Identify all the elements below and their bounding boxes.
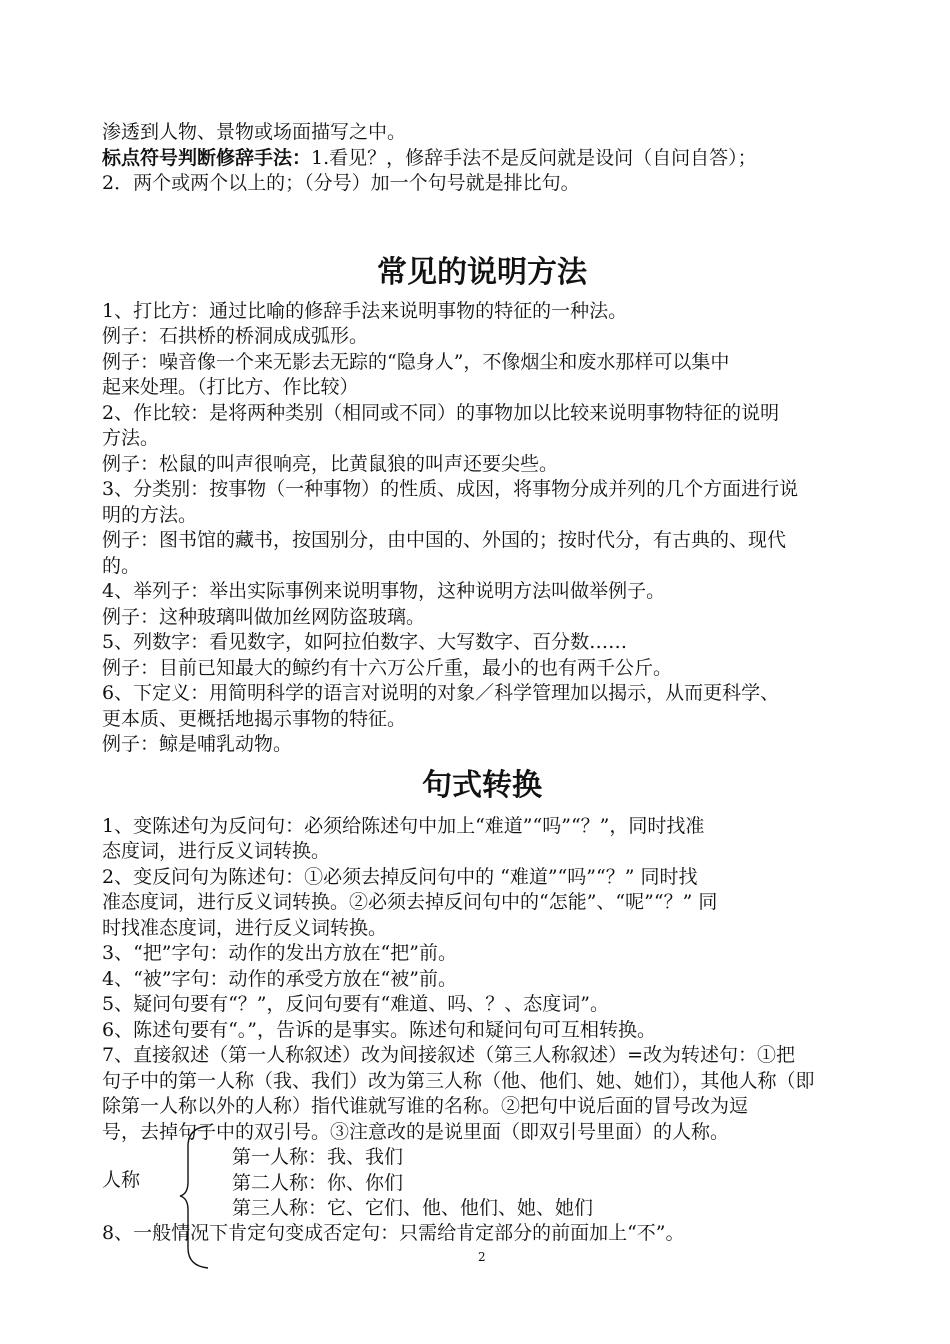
text-line: 3、分类别：按事物（一种事物）的性质、成因，将事物分成并列的几个方面进行说 <box>102 478 799 500</box>
text-line: 2、作比较：是将两种类别（相同或不同）的事物加以比较来说明事物特征的说明 <box>102 401 780 424</box>
text-line: 5、疑问句要有“？”，反问句要有“难道、吗、？、态度词”。 <box>102 993 609 1015</box>
text-line: 例子：石拱桥的桥洞成成弧形。 <box>102 325 369 347</box>
text-line: 明的方法。 <box>102 503 198 526</box>
text-line: 时找准态度词，进行反义词转换。 <box>102 916 388 939</box>
text-line: 例子：目前已知最大的鲸约有十六万公斤重，最小的也有两千公斤。 <box>102 656 673 679</box>
person-label: 人称 <box>102 1169 141 1191</box>
text-line: 例子：这种玻璃叫做加丝网防盗玻璃。 <box>102 605 426 628</box>
text-line: 态度词，进行反义词转换。 <box>102 840 331 862</box>
person-item-third: 第三人称：它、它们、他、他们、她、她们 <box>232 1197 594 1219</box>
text-line: 6、陈述句要有“。”，告诉的是事实。陈述句和疑问句可互相转换。 <box>102 1018 657 1041</box>
person-item-second: 第二人称：你、你们 <box>232 1171 404 1194</box>
text-line: 例子：图书馆的藏书，按国别分，由中国的、外国的；按时代分，有古典的、现代 <box>102 529 787 551</box>
section-title-sentence-conversion: 句式转换 <box>422 767 542 803</box>
text-line: 2、变反问句为陈述句：①必须去掉反问句中的 “难道”“吗”“？” 同时找 <box>102 865 698 888</box>
punctuation-rule <box>102 146 862 172</box>
person-list <box>102 1145 862 1221</box>
page-number: 2 <box>478 1250 486 1264</box>
text-line: 8、一般情况下肯定句变成否定句：只需给肯定部分的前面加上“不”。 <box>102 1222 685 1244</box>
text-line: 号，去掉句子中的双引号。③注意改的是说里面（即双引号里面）的人称。 <box>102 1120 730 1143</box>
intro-line: 渗透到人物、景物或场面描写之中。 <box>102 121 407 143</box>
text-line: 4、举列子：举出实际事例来说明事物，这种说明方法叫做举例子。 <box>102 580 666 602</box>
text-line: 除第一人称以外的人称）指代谁就写谁的名称。②把句中说后面的冒号改为逗 <box>102 1095 749 1117</box>
text-line: 的。 <box>102 554 141 577</box>
text-line: 更本质、更概括地揭示事物的特征。 <box>102 707 407 730</box>
text-line: 4、“被”字句：动作的承受方放在“被”前。 <box>102 967 457 990</box>
person-item-first: 第一人称：我、我们 <box>232 1146 404 1168</box>
intro-line: 2．两个或两个以上的；（分号）加一个句号就是排比句。 <box>102 172 580 194</box>
text-line: 6、下定义：用简明科学的语言对说明的对象／科学管理加以揭示，从而更科学、 <box>102 682 780 704</box>
text-line: 3、“把”字句：动作的发出方放在“把”前。 <box>102 942 457 964</box>
text-line: 例子：噪音像一个来无影去无踪的“隐身人”，不像烟尘和废水那样可以集中 <box>102 350 730 373</box>
explanation-methods-body <box>102 299 862 758</box>
text-line: 例子：鲸是哺乳动物。 <box>102 733 293 755</box>
text-line: 起来处理。（打比方、作比较） <box>102 376 359 398</box>
punctuation-text: 1.看见？，修辞手法不是反问就是设问（自问自答）； <box>311 146 757 169</box>
text-line: 句子中的第一人称（我、我们）改为第三人称（他、他们、她、她们），其他人称（即 <box>102 1069 815 1092</box>
sentence-conversion-body <box>102 814 862 1247</box>
document-page <box>102 120 862 1247</box>
punctuation-label: 标点符号判断修辞手法： <box>102 146 312 169</box>
section-title-explanation-methods: 常见的说明方法 <box>377 254 587 290</box>
text-line: 1、变陈述句为反问句：必须给陈述句中加上“难道”“吗”“？”，同时找准 <box>102 814 705 837</box>
text-line: 1、打比方：通过比喻的修辞手法来说明事物的特征的一种法。 <box>102 299 628 322</box>
curly-brace-icon <box>178 1124 212 1270</box>
text-line: 例子：松鼠的叫声很响亮，比黄鼠狼的叫声还要尖些。 <box>102 452 559 475</box>
text-line: 7、直接叙述（第一人称叙述）改为间接叙述（第三人称叙述）=改为转述句：①把 <box>102 1044 796 1066</box>
text-line: 方法。 <box>102 427 160 449</box>
text-line: 准态度词，进行反义词转换。②必须去掉反问句中的“怎能”、“呢”“？” 同 <box>102 891 718 913</box>
text-line: 5、列数字：看见数字，如阿拉伯数字、大写数字、百分数…… <box>102 631 628 653</box>
person-items <box>232 1145 593 1222</box>
